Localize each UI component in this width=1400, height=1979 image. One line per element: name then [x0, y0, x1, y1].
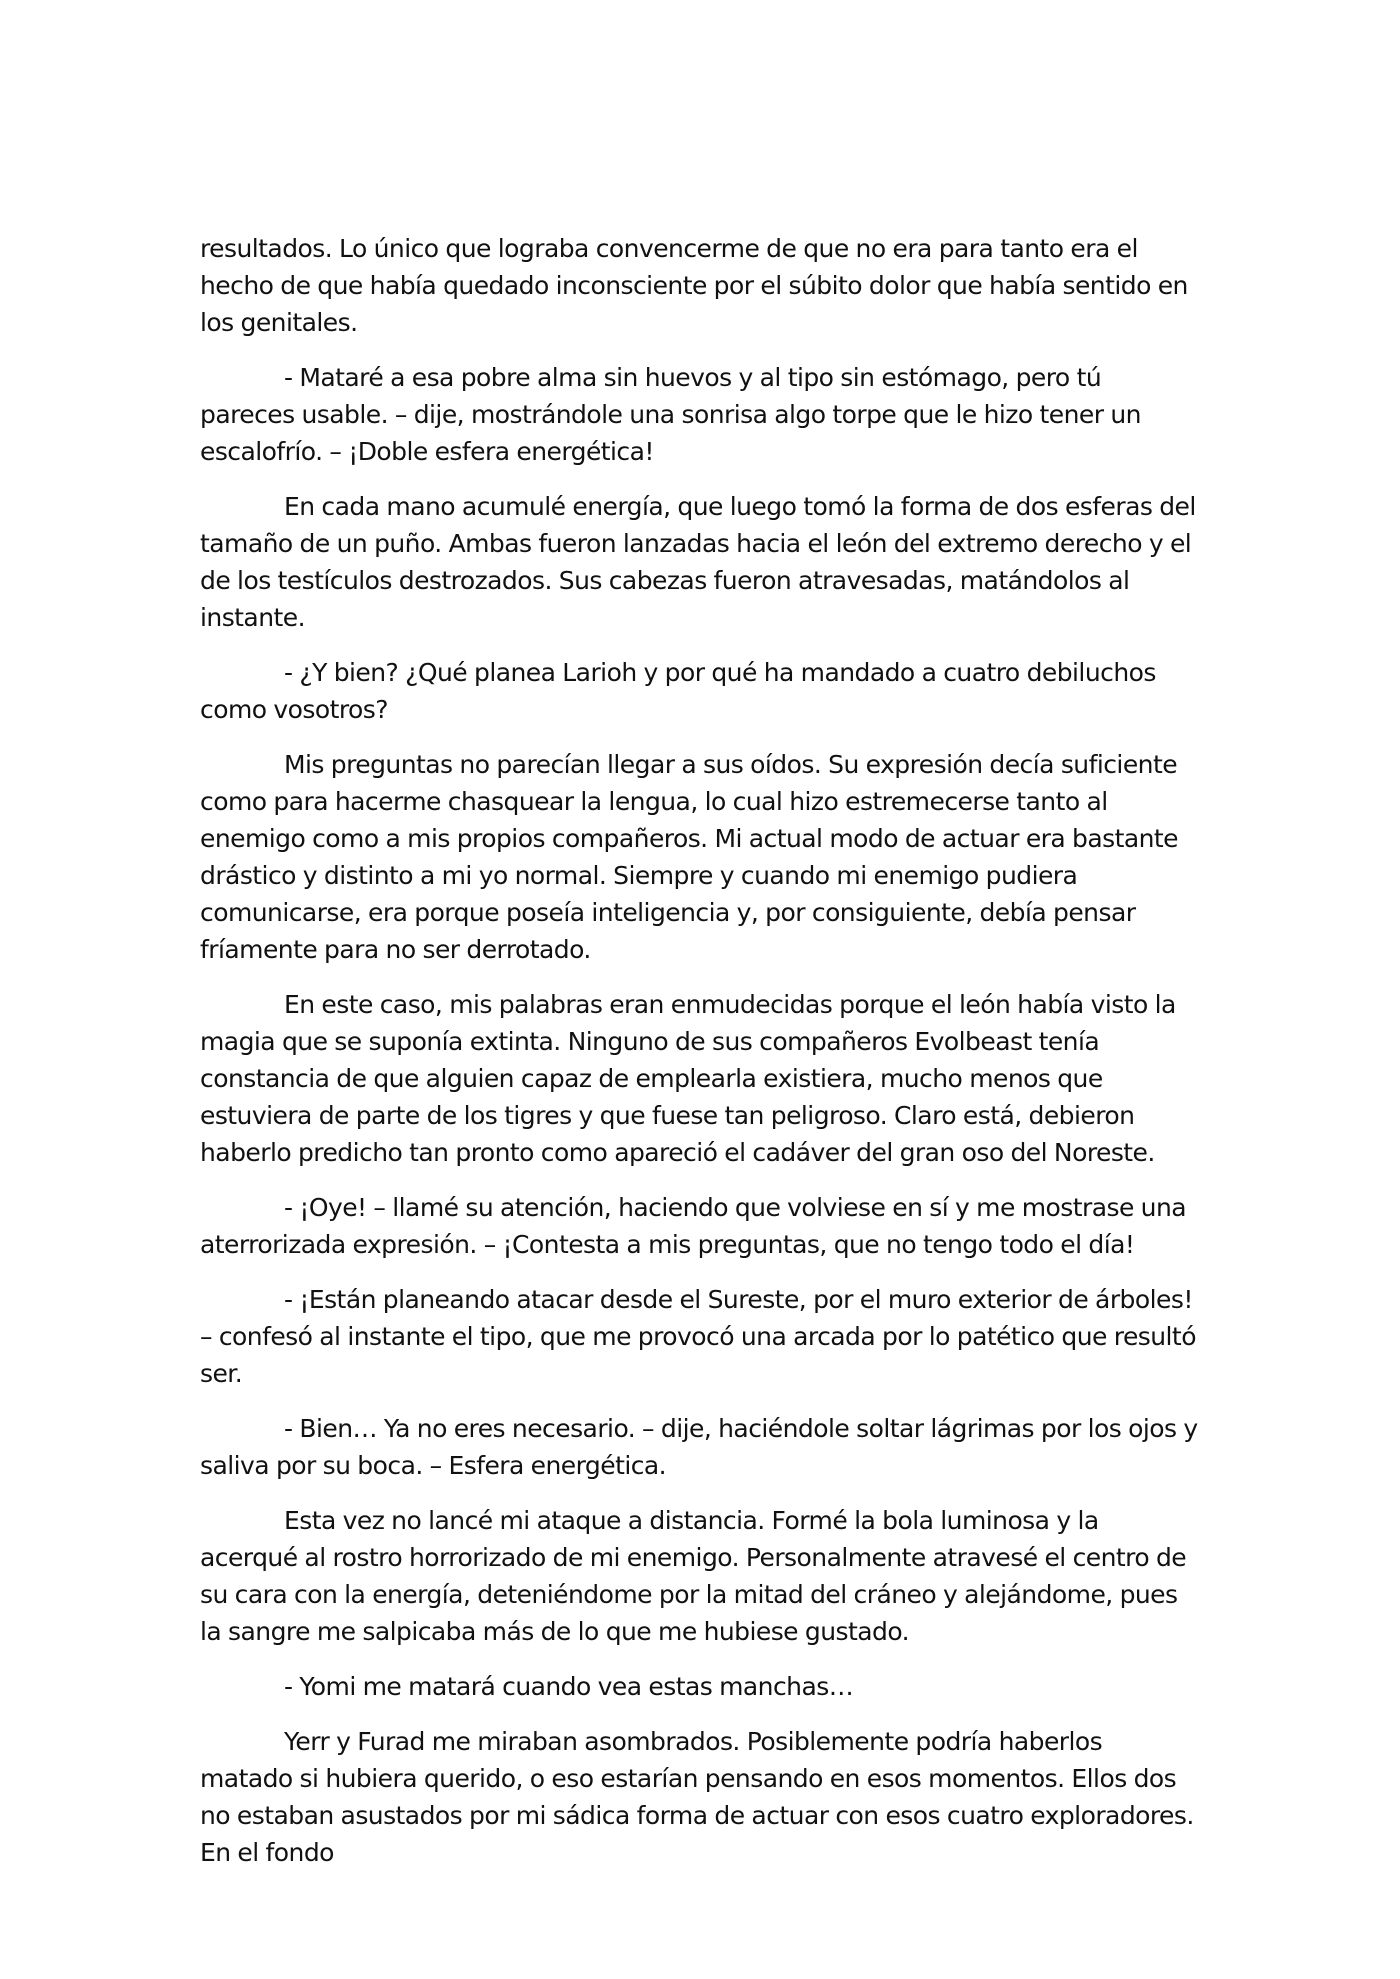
- document-body: [200, 230, 1200, 1889]
- paragraph: Esta vez no lancé mi ataque a distancia. Formé la bola luminosa y la acerqué al rostro horrorizado de mi enemigo. Personalmente atravesé el centro de su cara con la energía, deteniéndome por la mitad del cráneo y alejándome, pues la sangre me salpicaba más de lo que me hubiese gustado.: [200, 1506, 1187, 1646]
- paragraph: Mis preguntas no parecían llegar a sus oídos. Su expresión decía suficiente como para hacerme chasquear la lengua, lo cual hizo estremecerse tanto al enemigo como a mis propios compañeros. Mi actual modo de actuar era bastante drástico y distinto a mi yo normal. Siempre y cuando mi enemigo pudiera comunicarse, era porque poseía inteligencia y, por consiguiente, debía pensar fríamente para no ser derrotado.: [200, 750, 1179, 964]
- paragraph: Yerr y Furad me miraban asombrados. Posiblemente podría haberlos matado si hubiera querido, o eso estarían pensando en esos momentos. Ellos dos no estaban asustados por mi sádica forma de actuar con esos cuatro exploradores. En el fondo: [200, 1727, 1194, 1867]
- paragraph: En cada mano acumulé energía, que luego tomó la forma de dos esferas del tamaño de un puño. Ambas fueron lanzadas hacia el león del extremo derecho y el de los testículos destrozados. Sus cabezas fueron atravesadas, matándolos al instante.: [200, 492, 1196, 632]
- paragraph: resultados. Lo único que lograba convencerme de que no era para tanto era el hecho de que había quedado inconsciente por el súbito dolor que había sentido en los genitales.: [200, 234, 1188, 337]
- paragraph: - ¿Y bien? ¿Qué planea Larioh y por qué ha mandado a cuatro debiluchos como vosotros?: [200, 658, 1156, 724]
- paragraph: - ¡Están planeando atacar desde el Sureste, por el muro exterior de árboles! – confesó al instante el tipo, que me provocó una arcada por lo patético que resultó ser.: [200, 1285, 1196, 1388]
- paragraph: - Mataré a esa pobre alma sin huevos y al tipo sin estómago, pero tú pareces usable. – dije, mostrándole una sonrisa algo torpe que le hizo tener un escalofrío. – ¡Doble esfera energética!: [200, 363, 1141, 466]
- paragraph: - ¡Oye! – llamé su atención, haciendo que volviese en sí y me mostrase una aterrorizada expresión. – ¡Contesta a mis preguntas, que no tengo todo el día!: [200, 1193, 1187, 1259]
- paragraph: - Yomi me matará cuando vea estas manchas…: [284, 1672, 854, 1701]
- paragraph: - Bien… Ya no eres necesario. – dije, haciéndole soltar lágrimas por los ojos y saliva por su boca. – Esfera energética.: [200, 1414, 1198, 1480]
- paragraph: En este caso, mis palabras eran enmudecidas porque el león había visto la magia que se suponía extinta. Ninguno de sus compañeros Evolbeast tenía constancia de que alguien capaz de emplearla existiera, mucho menos que estuviera de parte de los tigres y que fuese tan peligroso. Claro está, debieron haberlo predicho tan pronto como apareció el cadáver del gran oso del Noreste.: [200, 990, 1176, 1167]
